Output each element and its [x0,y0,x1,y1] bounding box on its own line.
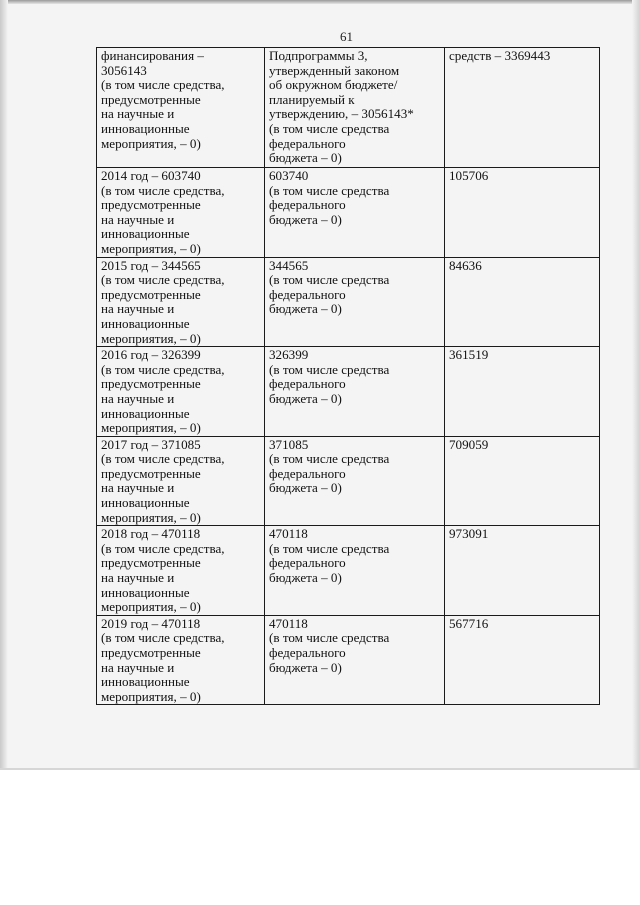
cell-budget-law-line: федерального [269,286,346,302]
cell-period-amount-line: (в том числе средства, [101,272,225,288]
cell-period-amount-line: инновационные [101,584,190,600]
table-row [97,347,600,437]
cell-total-value: 973091 [449,526,489,542]
cell-total [445,436,600,526]
cell-period-amount-line: 2017 год – 371085 [101,436,201,452]
cell-budget-law-line: (в том числе средства [269,120,390,136]
cell-budget-law [265,347,445,437]
cell-budget-law-line: федерального [269,376,346,392]
cell-total [445,615,600,705]
cell-budget-law-line: (в том числе средства [269,540,390,556]
cell-period-amount-line: мероприятия, – 0) [101,688,201,704]
cell-budget-law-line: Подпрограммы 3, [269,48,368,63]
cell-period-amount-line: инновационные [101,226,190,242]
cell-period-amount-line: предусмотренные [101,376,201,392]
cell-budget-law-line: планируемый к [269,91,355,107]
table-row [97,436,600,526]
cell-budget-law-line: (в том числе средства [269,182,390,198]
cell-period-amount-line: мероприятия, – 0) [101,240,201,256]
cell-total-value: 709059 [449,436,489,452]
cell-period-amount-line: (в том числе средства, [101,77,225,93]
cell-period-amount-line: на научные и [101,301,175,317]
cell-total-value: средств – 3369443 [449,48,551,63]
cell-period-amount-line: предусмотренные [101,91,201,107]
cell-period-amount [97,168,265,258]
cell-budget-law-line: бюджета – 0) [269,150,342,166]
cell-total [445,257,600,347]
cell-budget-law-line: федерального [269,465,346,481]
cell-budget-law [265,257,445,347]
cell-total [445,526,600,616]
cell-period-amount-line: предусмотренные [101,465,201,481]
cell-total-value: 105706 [449,168,489,183]
cell-budget-law-line: бюджета – 0) [269,390,342,406]
cell-period-amount-line: на научные и [101,659,175,675]
cell-period-amount-line: мероприятия, – 0) [101,135,201,151]
cell-period-amount-line: 2019 год – 470118 [101,615,201,631]
cell-budget-law-line: 344565 [269,257,309,273]
cell-period-amount-line: 2018 год – 470118 [101,526,201,542]
table-row [97,48,600,168]
cell-budget-law-line: бюджета – 0) [269,659,342,675]
cell-budget-law-line: федерального [269,135,346,151]
cell-period-amount-line: мероприятия, – 0) [101,509,201,525]
cell-period-amount-line: предусмотренные [101,645,201,660]
cell-period-amount-line: на научные и [101,570,175,586]
cell-period-amount-line: (в том числе средства, [101,540,225,556]
cell-budget-law-line: бюджета – 0) [269,301,342,317]
cell-period-amount-line: 2016 год – 326399 [101,347,201,363]
table-row [97,257,600,347]
cell-period-amount [97,48,265,168]
cell-period-amount-line: на научные и [101,480,175,496]
cell-period-amount-line: (в том числе средства, [101,451,225,467]
cell-period-amount [97,526,265,616]
cell-budget-law-line: 470118 [269,615,308,631]
cell-period-amount-line: предусмотренные [101,286,201,302]
cell-period-amount [97,436,265,526]
cell-period-amount-line: (в том числе средства, [101,182,225,198]
cell-period-amount-line: (в том числе средства, [101,361,225,377]
cell-budget-law [265,436,445,526]
cell-budget-law-line: (в том числе средства [269,630,390,646]
cell-budget-law-line: федерального [269,555,346,571]
table-row [97,615,600,705]
cell-period-amount [97,347,265,437]
cell-period-amount-line: мероприятия, – 0) [101,420,201,436]
cell-period-amount-line: 3056143 [101,62,147,78]
cell-budget-law-line: 470118 [269,526,308,542]
cell-period-amount-line: 2015 год – 344565 [101,257,201,273]
cell-period-amount-line: мероприятия, – 0) [101,599,201,615]
cell-budget-law-line: утвержденный законом [269,62,400,78]
scan-edge-top [0,0,640,4]
cell-total-value: 361519 [449,347,489,363]
cell-budget-law [265,48,445,168]
table-row [97,168,600,258]
cell-period-amount-line: 2014 год – 603740 [101,168,201,183]
cell-budget-law-line: бюджета – 0) [269,480,342,496]
cell-period-amount [97,615,265,705]
cell-budget-law-line: (в том числе средства [269,361,390,377]
cell-total [445,168,600,258]
cell-period-amount-line: инновационные [101,405,190,421]
table-row [97,526,600,616]
cell-budget-law-line: бюджета – 0) [269,570,342,586]
cell-budget-law [265,526,445,616]
scan-edge-left [0,0,8,768]
cell-budget-law [265,615,445,705]
cell-total [445,347,600,437]
cell-budget-law-line: (в том числе средства [269,451,390,467]
cell-budget-law-line: об окружном бюджете/ [269,77,398,93]
cell-budget-law-line: 371085 [269,436,309,452]
cell-period-amount-line: на научные и [101,106,175,122]
cell-period-amount [97,257,265,347]
cell-total-value: 567716 [449,615,489,631]
cell-period-amount-line: предусмотренные [101,197,201,213]
cell-total [445,48,600,168]
funding-table [96,47,600,705]
cell-budget-law-line: 326399 [269,347,309,363]
cell-budget-law-line: 603740 [269,168,309,183]
cell-total-value: 84636 [449,257,482,273]
cell-period-amount-line: на научные и [101,211,175,227]
scan-edge-right [632,0,640,768]
page-number: 61 [340,29,353,44]
cell-period-amount-line: мероприятия, – 0) [101,330,201,346]
cell-budget-law-line: (в том числе средства [269,272,390,288]
cell-budget-law-line: бюджета – 0) [269,211,342,227]
cell-budget-law [265,168,445,258]
cell-budget-law-line: федерального [269,197,346,213]
cell-period-amount-line: инновационные [101,315,190,331]
cell-period-amount-line: инновационные [101,674,190,690]
cell-period-amount-line: инновационные [101,495,190,511]
cell-period-amount-line: на научные и [101,390,175,406]
cell-budget-law-line: федерального [269,645,346,660]
cell-budget-law-line: утверждению, – 3056143* [269,106,414,122]
cell-period-amount-line: финансирования – [101,48,204,63]
cell-period-amount-line: (в том числе средства, [101,630,225,646]
cell-period-amount-line: инновационные [101,120,190,136]
cell-period-amount-line: предусмотренные [101,555,201,571]
funding-table-body [97,48,600,705]
